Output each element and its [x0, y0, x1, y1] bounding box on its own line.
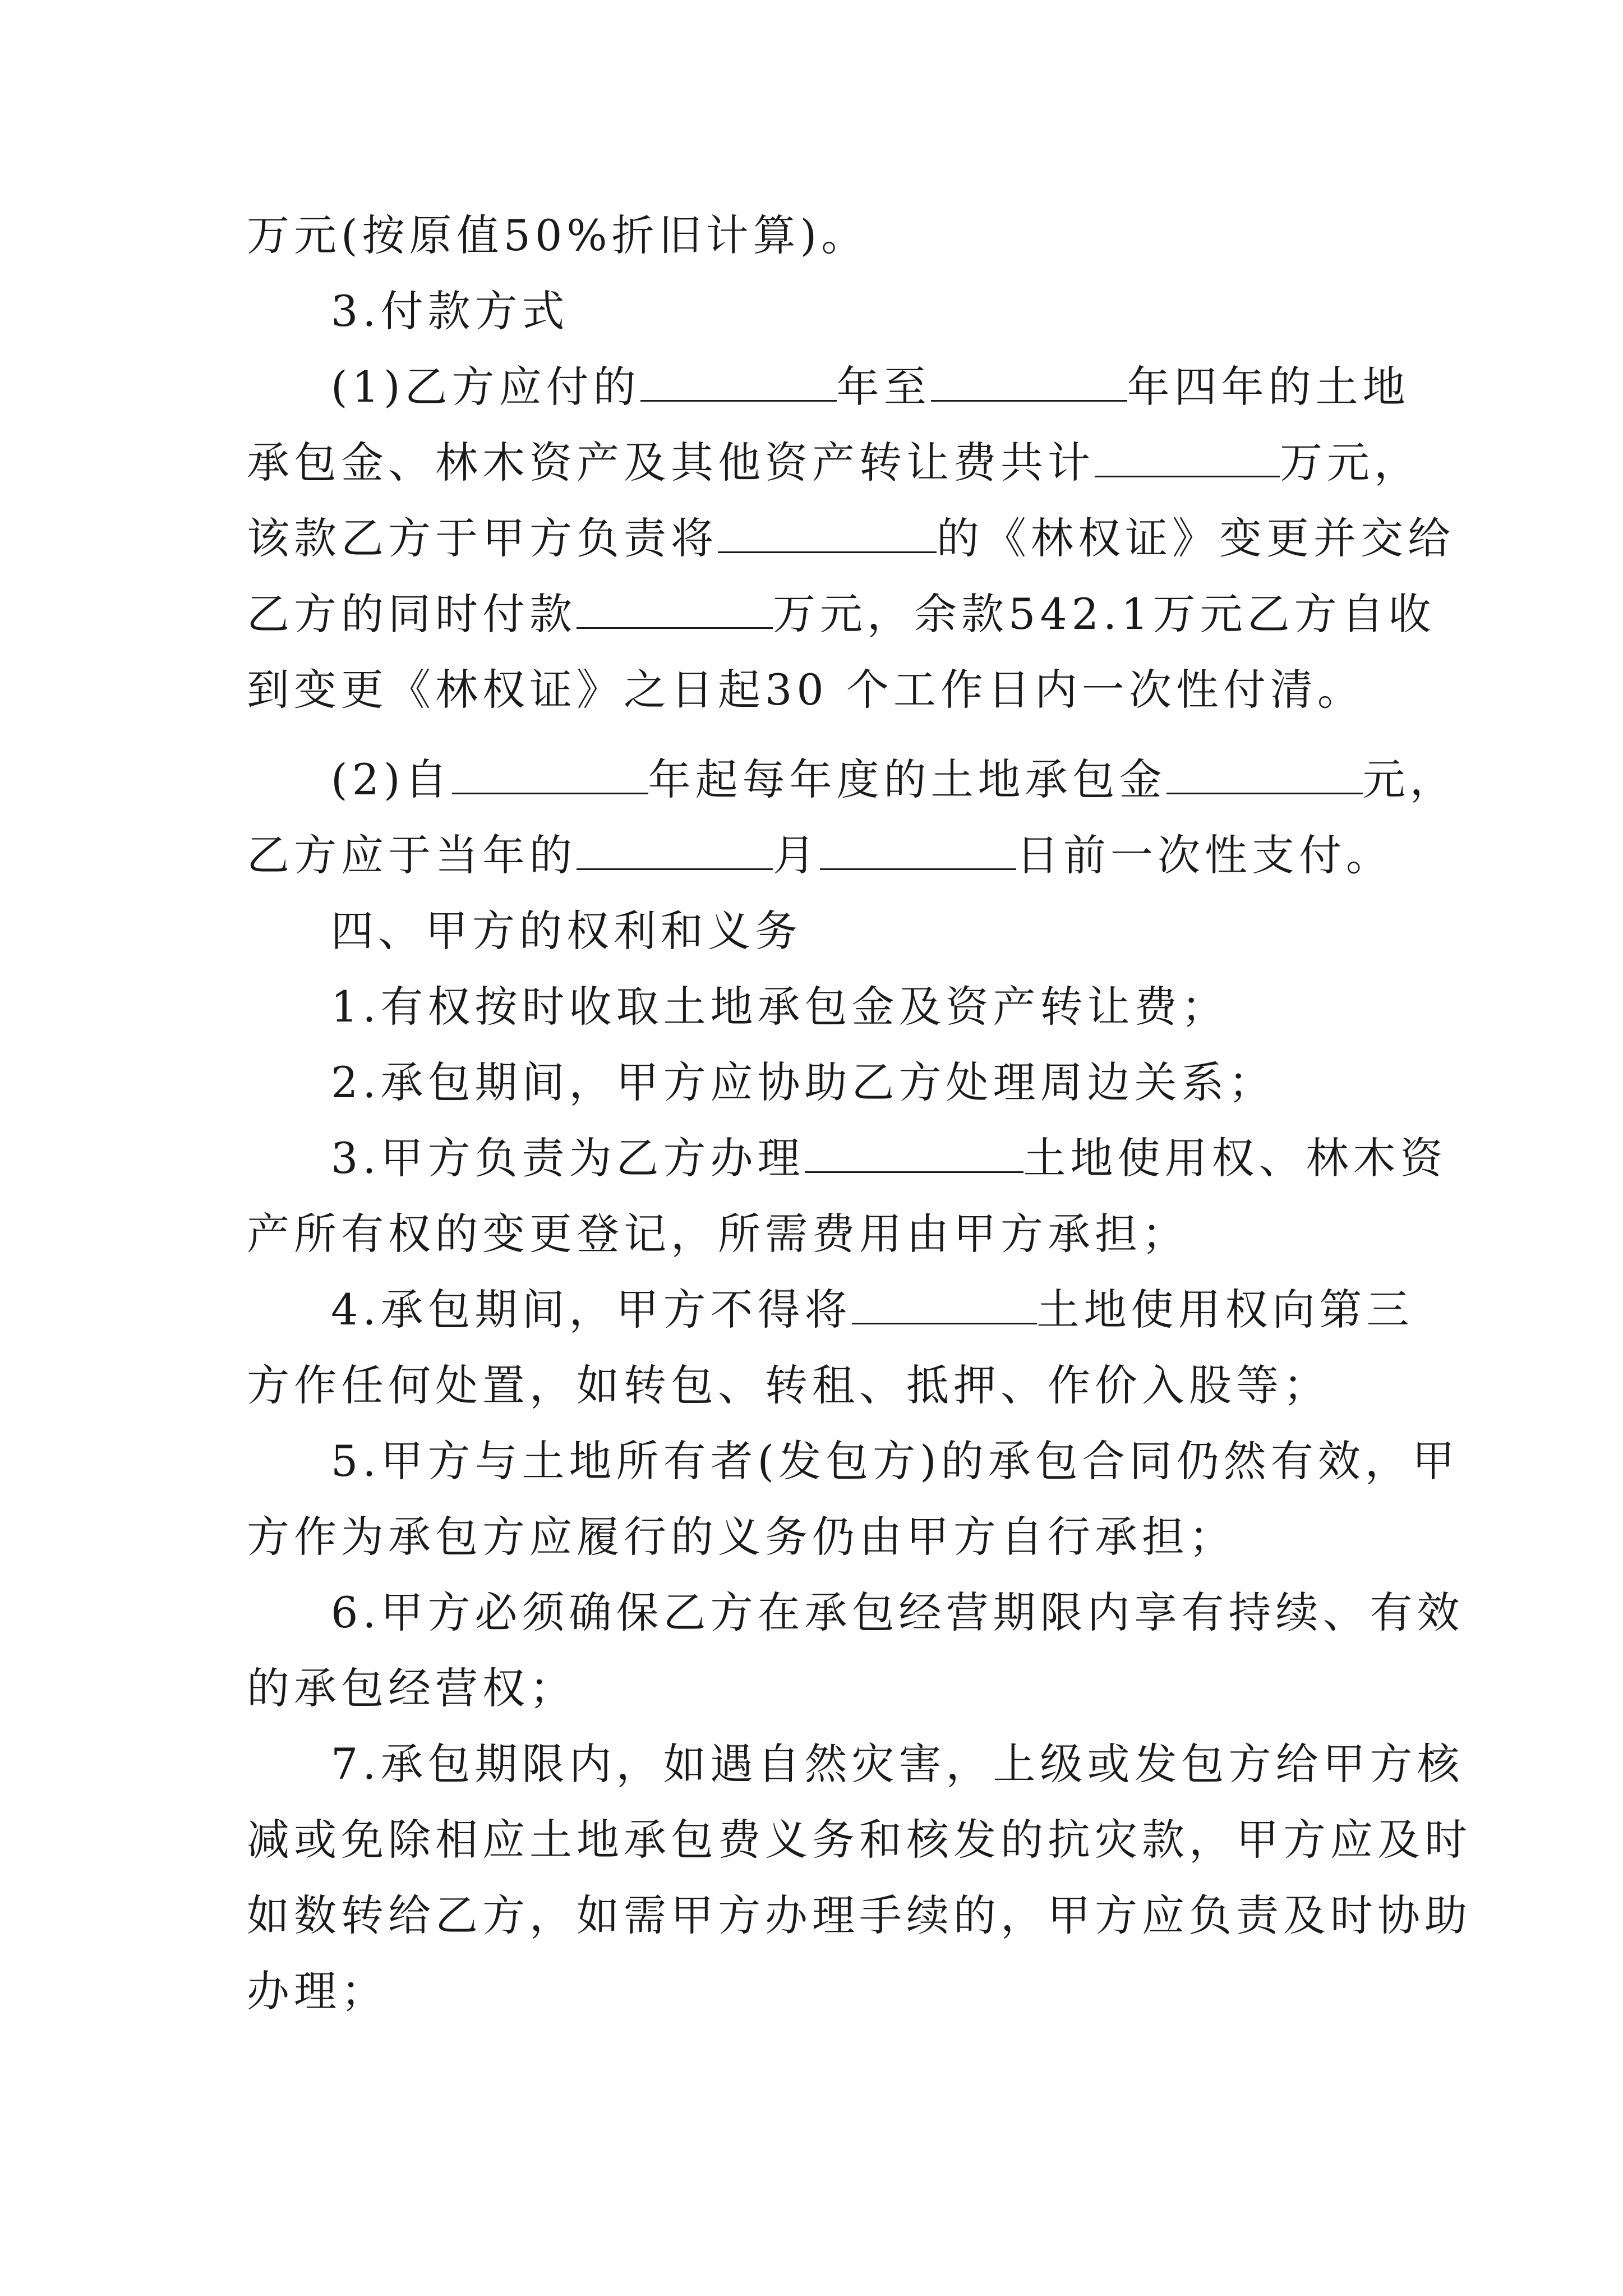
text-line-7: 到变更《林权证》之日起30 个工作日内一次性付清。: [247, 665, 1364, 715]
fill-blank[interactable]: [820, 829, 1016, 870]
fill-blank[interactable]: [1095, 436, 1280, 477]
text-line-20: 的承包经营权；: [247, 1663, 577, 1713]
text-line-24: 办理；: [247, 1966, 388, 2016]
text-line-11: 1.有权按时收取土地承包金及资产转让费；: [331, 982, 1229, 1032]
text-line-21: 7.承包期限内，如遇自然灾害，上级或发包方给甲方核: [331, 1739, 1464, 1789]
fill-blank[interactable]: [577, 829, 773, 870]
text-line-12: 2.承包期间，甲方应协助乙方处理周边关系；: [331, 1057, 1276, 1107]
text-line-16: 方作任何处置，如转包、转租、抵押、作价入股等；: [247, 1360, 1330, 1410]
text-line-13: 3.甲方负责为乙方办理 土地使用权、林木资: [331, 1133, 1447, 1183]
text-line-14: 产所有权的变更登记，所需费用由甲方承担；: [247, 1209, 1189, 1259]
text-line-22: 减或免除相应土地承包费义务和核发的抗灾款，甲方应及时: [247, 1815, 1472, 1865]
section-heading: 四、甲方的权利和义务: [331, 906, 802, 956]
fill-blank[interactable]: [577, 588, 773, 629]
fill-blank[interactable]: [931, 361, 1127, 402]
text-line-18: 方作为承包方应履行的义务仍由甲方自行承担；: [247, 1512, 1236, 1562]
fill-blank[interactable]: [640, 361, 837, 402]
text-line-9: 乙方应于当年的 月 日前一次性支付。: [247, 830, 1393, 880]
text-line-8: (2)自 年起每年度的土地承包金 元，: [331, 754, 1457, 804]
text-line-1: 万元(按原值50%折旧计算)。: [247, 210, 869, 260]
fill-blank[interactable]: [452, 753, 648, 794]
text-line-2: 3.付款方式: [331, 286, 569, 336]
text-line-19: 6.甲方必须确保乙方在承包经营期限内享有持续、有效: [331, 1588, 1464, 1637]
text-line-23: 如数转给乙方，如需甲方办理手续的，甲方应负责及时协助: [247, 1890, 1472, 1940]
text-line-17: 5.甲方与土地所有者(发包方)的承包合同仍然有效，甲: [331, 1436, 1459, 1486]
text-line-5: 该款乙方于甲方负责将 的《林权证》变更并交给: [247, 513, 1455, 563]
text-line-15: 4.承包期间，甲方不得将 土地使用权向第三: [331, 1285, 1414, 1335]
fill-blank[interactable]: [852, 1283, 1037, 1324]
text-line-3: (1)乙方应付的 年至 年四年的土地: [331, 362, 1410, 412]
text-line-4: 承包金、林木资产及其他资产转让费共计 万元，: [247, 438, 1421, 487]
text-line-6: 乙方的同时付款 万元，余款542.1万元乙方自收: [247, 589, 1436, 639]
fill-blank[interactable]: [718, 512, 937, 553]
fill-blank[interactable]: [805, 1132, 1023, 1173]
fill-blank[interactable]: [1166, 753, 1363, 794]
